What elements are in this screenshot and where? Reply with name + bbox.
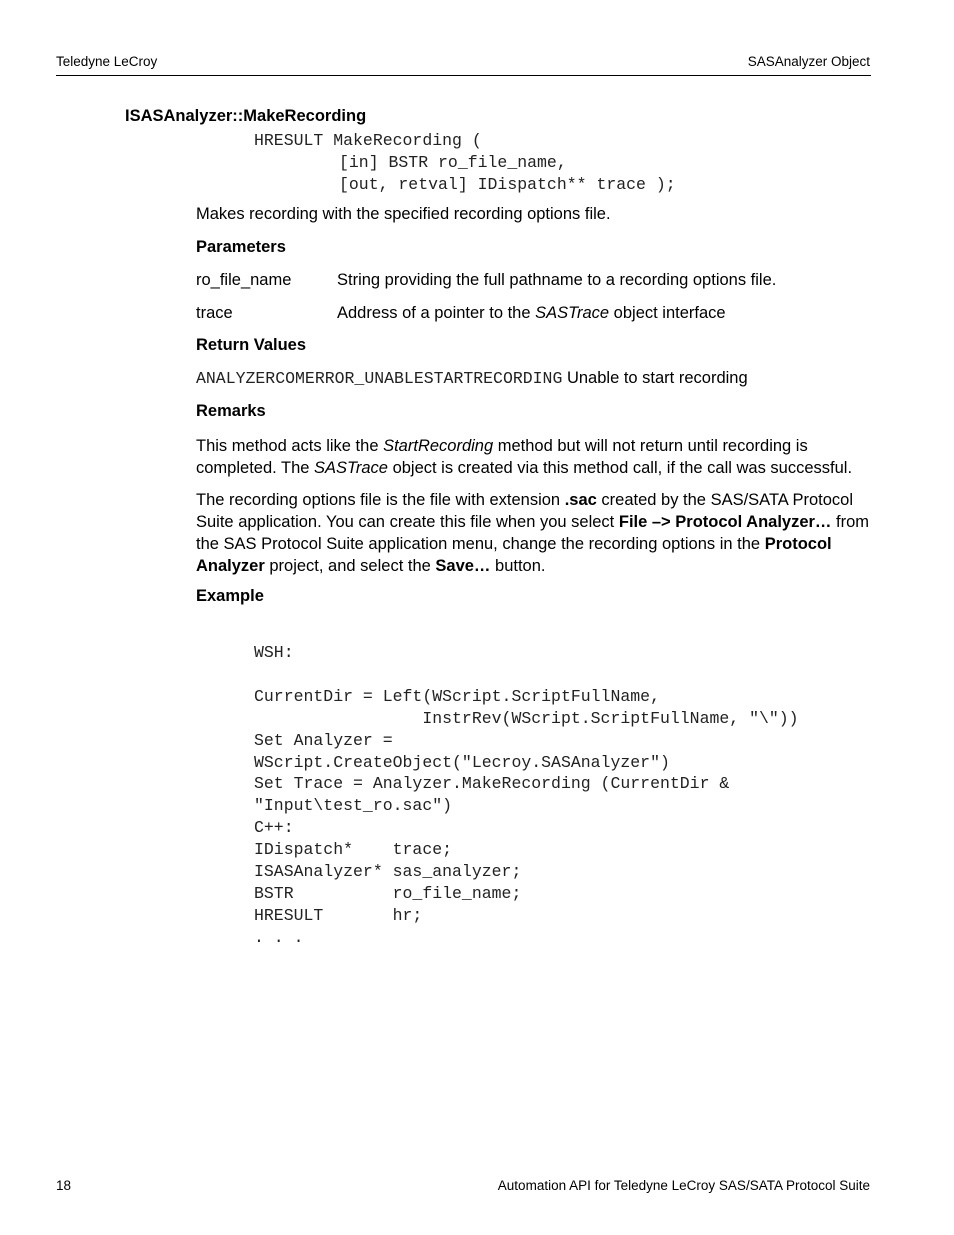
signature-line-2: [in] BSTR ro_file_name, bbox=[339, 153, 567, 172]
remarks-heading: Remarks bbox=[196, 402, 266, 420]
signature-line-3: [out, retval] IDispatch** trace ); bbox=[339, 175, 676, 194]
method-description: Makes recording with the specified recording options file. bbox=[196, 205, 611, 223]
footer-title: Automation API for Teledyne LeCroy SAS/SATA Protocol Suite bbox=[497, 1178, 870, 1193]
param-desc-trace: Address of a pointer to the SASTrace object interface bbox=[337, 304, 726, 322]
remarks-paragraph-1: This method acts like the StartRecording method but will not return until recording is completed. The SASTrace object is created via this method call, if the call was successful. bbox=[196, 437, 853, 477]
return-value-text: Unable to start recording bbox=[562, 369, 748, 387]
param-name-trace: trace bbox=[196, 304, 233, 322]
header-right: SASAnalyzer Object bbox=[747, 54, 870, 69]
return-values-heading: Return Values bbox=[196, 336, 307, 354]
parameters-heading: Parameters bbox=[196, 238, 286, 256]
param-name-ro-file-name: ro_file_name bbox=[196, 271, 292, 289]
header-rule bbox=[56, 75, 871, 76]
param-desc-ro-file-name: String providing the full pathname to a recording options file. bbox=[337, 271, 777, 289]
section-title: ISASAnalyzer::MakeRecording bbox=[125, 107, 367, 125]
header-left: Teledyne LeCroy bbox=[56, 54, 158, 69]
return-value-code: ANALYZERCOMERROR_UNABLESTARTRECORDING bbox=[196, 369, 563, 388]
return-value-row bbox=[196, 369, 748, 388]
footer-page-number: 18 bbox=[56, 1178, 72, 1193]
example-code-block: WSH: CurrentDir = Left(WScript.ScriptFullName, InstrRev(WScript.ScriptFullName, "\")) Set Analyzer = WScript.CreateObject("Lecroy.SASAnalyzer") Set Trace = Analyzer.MakeRecording (CurrentDir & "Input\test_ro.sac") C++: IDispatch* trace; ISASAnalyzer* sas_analyzer; BSTR ro_file_name; HRESULT hr; . . . bbox=[254, 643, 799, 947]
signature-line-1: HRESULT MakeRecording ( bbox=[254, 131, 482, 150]
example-heading: Example bbox=[196, 587, 264, 605]
remarks-paragraph-2: The recording options file is the file with extension .sac created by the SAS/SATA Protocol Suite application. You can create this file when you select File –> Protocol Analyzer… from the SAS Protocol Suite application menu, change the recording options in the Protocol Analyzer project, and select the Save… button. bbox=[196, 491, 870, 575]
